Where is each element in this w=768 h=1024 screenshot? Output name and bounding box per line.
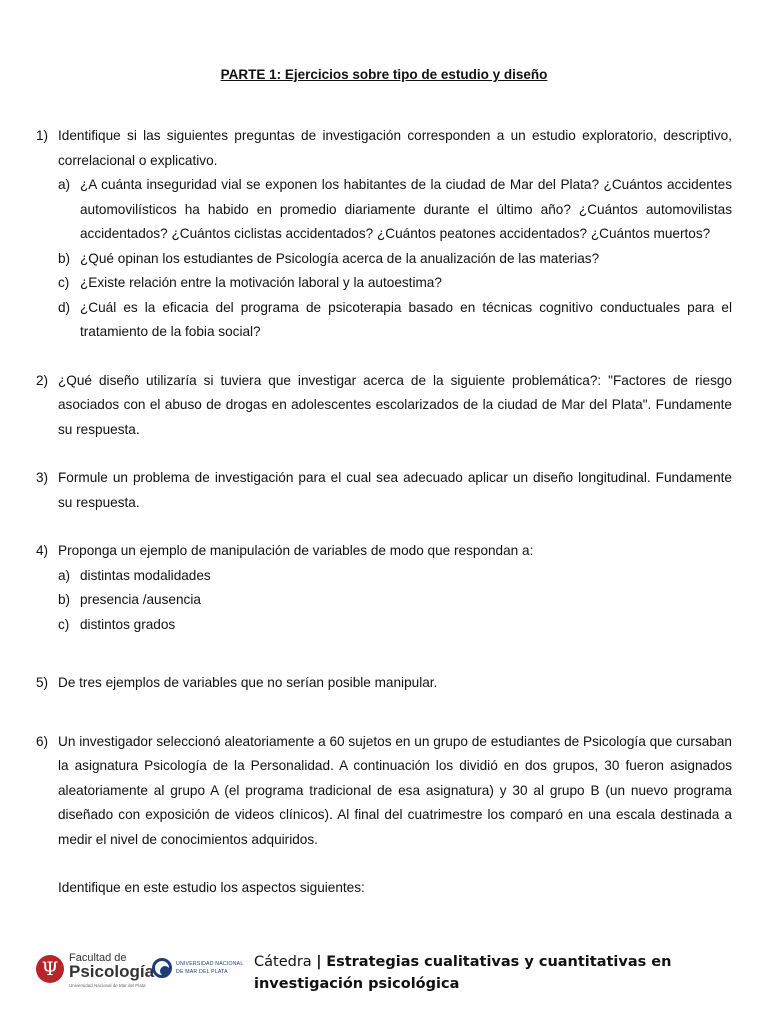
followup-text: Identifique en este estudio los aspectos siguientes:: [58, 880, 365, 895]
item-text: ¿Qué diseño utilizaría si tuviera que investigar acerca de la siguiente problemática?: "Factores de riesgo asociados con el abuso de drogas en adolescentes escolarizados de la ciudad de Mar del Plata". Fundamente su respuesta.: [58, 372, 732, 437]
sub-text: ¿Qué opinan los estudiantes de Psicología acerca de la anualización de las materias?: [80, 250, 600, 266]
sub-letter: a): [58, 177, 71, 192]
catedra-label: Cátedra: [254, 954, 312, 970]
exercise-item-2: [36, 369, 732, 443]
university-line-2: DE MAR DEL PLATA: [176, 969, 228, 975]
item-text: Identifique si las siguientes preguntas de investigación corresponden a un estudio exploratorio, descriptivo, correlacional o explicativo.: [58, 128, 732, 168]
sub-text: presencia /ausencia: [80, 592, 201, 607]
sub-item: [36, 588, 732, 613]
item-number: 4): [36, 543, 49, 558]
catedra-heading: [254, 951, 736, 995]
item-text: De tres ejemplos de variables que no serían posible manipular.: [58, 675, 438, 690]
sub-item: [36, 296, 732, 345]
faculty-line-1: Facultad de: [69, 952, 127, 964]
university-logo: [152, 958, 246, 982]
exercise-item-6: [36, 730, 732, 853]
sub-item: [36, 564, 732, 589]
faculty-logo: [36, 950, 155, 990]
faculty-line-3: Universidad Nacional de Mar del Plata: [69, 983, 146, 988]
sub-text: ¿A cuánta inseguridad vial se exponen los habitantes de la ciudad de Mar del Plata? ¿Cuántos accidentes automovilísticos ha habido en promedio diariamente durante el último año? ¿Cuántos automovilistas accidentados? ¿Cuántos ciclistas accidentados? ¿Cuántos peatones accidentados? ¿Cuántos muertos?: [80, 177, 732, 241]
exercise-item-5: [36, 671, 732, 696]
item-number: 5): [36, 675, 49, 690]
catedra-name: Estrategias cualitativas y cuantitativas en investigación psicológica: [254, 954, 672, 992]
exercise-item-3: [36, 466, 732, 515]
exercise-item-6-followup: [36, 876, 732, 901]
item-text: Formule un problema de investigación para el cual sea adecuado aplicar un diseño longitudinal. Fundamente su respuesta.: [58, 470, 732, 510]
university-emblem-icon: [152, 958, 172, 978]
sub-letter: c): [58, 275, 70, 290]
sub-letter: a): [58, 567, 71, 583]
exercise-list: [36, 124, 732, 901]
sub-text: distintos grados: [80, 616, 176, 632]
exercise-item-1: [36, 124, 732, 173]
sub-letter: b): [58, 592, 71, 607]
page-footer: [36, 944, 736, 1004]
page-title: PARTE 1: Ejercicios sobre tipo de estudio y diseño: [220, 67, 548, 82]
sub-text: distintas modalidades: [80, 567, 211, 583]
faculty-line-2: Psicología: [69, 962, 155, 981]
sub-item: [36, 613, 732, 638]
item-number: 6): [36, 733, 49, 749]
sub-letter: c): [58, 616, 70, 632]
sub-text: ¿Existe relación entre la motivación laboral y la autoestima?: [80, 275, 442, 290]
sub-item: [36, 247, 732, 272]
sub-letter: b): [58, 250, 71, 266]
item-number: 3): [36, 470, 49, 485]
catedra-separator: |: [316, 954, 322, 970]
item-number: 2): [36, 372, 49, 388]
sub-letter: d): [58, 299, 71, 315]
item-text: Un investigador seleccionó aleatoriamente a 60 sujetos en un grupo de estudiantes de Psicología que cursaban la asignatura Psicología de la Personalidad. A continuación los dividió en dos grupos, 30 fueron asignados aleatoriamente al grupo A (el programa tradicional de esa asignatura) y 30 al grupo B (un nuevo programa diseñado con exposición de videos clínicos). Al final del cuatrimestre los comparó en una escala destinada a medir el nivel de conocimientos adquiridos.: [58, 733, 732, 847]
university-line-1: UNIVERSIDAD NACIONAL: [176, 961, 244, 967]
exercise-item-4: [36, 539, 732, 564]
sub-item: [36, 271, 732, 296]
item-number: 1): [36, 128, 49, 143]
item-text: Proponga un ejemplo de manipulación de variables de modo que respondan a:: [58, 543, 534, 558]
sub-item: [36, 173, 732, 247]
sub-text: ¿Cuál es la eficacia del programa de psicoterapia basado en técnicas cognitivo conductuales para el tratamiento de la fobia social?: [80, 299, 732, 339]
psi-icon: Ψ: [36, 955, 64, 983]
